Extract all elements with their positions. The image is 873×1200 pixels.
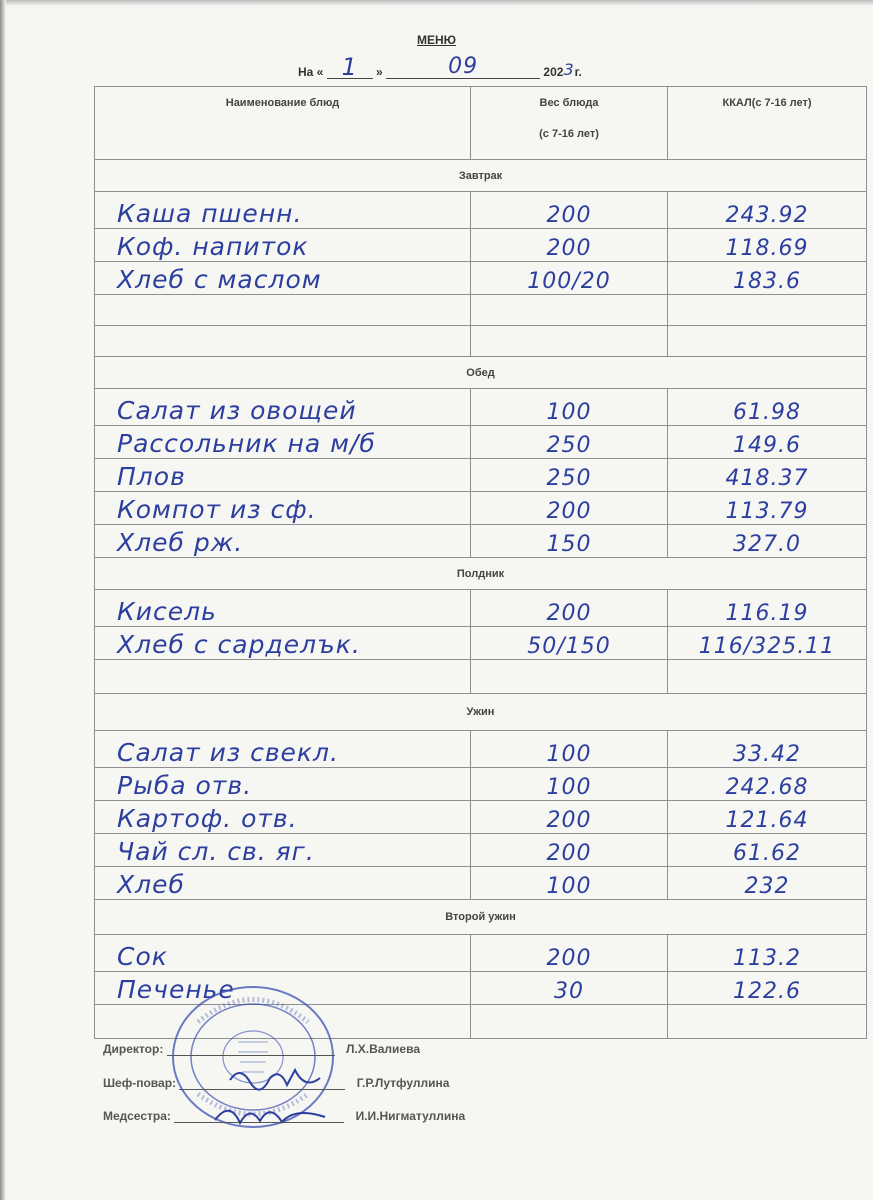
chef-handwritten-signature [225,1060,325,1100]
table-row: Каша пшенн. 200 243.92 [95,192,867,229]
section-lunch: Обед [95,357,867,389]
date-month: 09 [386,56,540,79]
date-year-prefix: 202 [543,65,564,79]
table-row: Сок 200 113.2 [95,935,867,972]
director-signature-line [167,1043,335,1056]
section-snack: Полдник [95,558,867,590]
header-weight: Вес блюда (с 7-16 лет) [471,87,668,160]
menu-date [298,53,582,81]
table-row: Салат из овощей 100 61.98 [95,389,867,426]
director-signature-row [103,1042,420,1056]
date-mid: » [376,65,383,79]
table-row: Картоф. отв. 200 121.64 [95,801,867,834]
table-row: Кисель 200 116.19 [95,590,867,627]
chef-name: Г.Р.Лутфуллина [356,1076,450,1090]
table-row: Хлеб рж. 150 327.0 [95,525,867,558]
page-title: МЕНЮ [416,33,457,47]
table-header [95,87,867,160]
chef-label: Шеф-повар: [103,1076,177,1090]
table-row: Хлеб с маслом 100/20 183.6 [95,262,867,295]
nurse-name: И.И.Нигматуллина [355,1109,466,1123]
menu-table [94,86,867,1039]
header-kcal: ККАЛ(с 7-16 лет) [668,87,867,160]
date-prefix: На « [298,65,324,79]
scan-edge-top [0,0,873,6]
header-name: Наименование блюд [95,87,471,160]
table-row: Салат из свекл. 100 33.42 [95,731,867,768]
section-dinner: Ужин [95,694,867,731]
date-day: 1 [327,56,373,79]
table-row: Рассольник на м/б 250 149.6 [95,426,867,459]
table-row: Рыба отв. 100 242.68 [95,768,867,801]
director-name: Л.Х.Валиева [346,1042,420,1056]
table-row: Плов 250 418.37 [95,459,867,492]
date-suffix: г. [574,65,582,79]
section-breakfast: Завтрак [95,160,867,192]
section-second-dinner: Второй ужин [95,900,867,935]
table-row [95,660,867,694]
table-row: Печенье 30 122.6 [95,972,867,1005]
table-row: Чай сл. св. яг. 200 61.62 [95,834,867,867]
nurse-handwritten-signature [210,1095,330,1135]
nurse-label: Медсестра: [103,1109,171,1123]
table-row: Коф. напиток 200 118.69 [95,229,867,262]
director-label: Директор: [103,1042,164,1056]
table-row: Компот из сф. 200 113.79 [95,492,867,525]
scan-edge-left [0,0,6,1200]
table-row [95,326,867,357]
table-row [95,295,867,326]
table-row: Хлеб с сарделък. 50/150 116/325.11 [95,627,867,660]
table-row: Хлеб 100 232 [95,867,867,900]
date-year-digit: 3 [563,60,575,79]
